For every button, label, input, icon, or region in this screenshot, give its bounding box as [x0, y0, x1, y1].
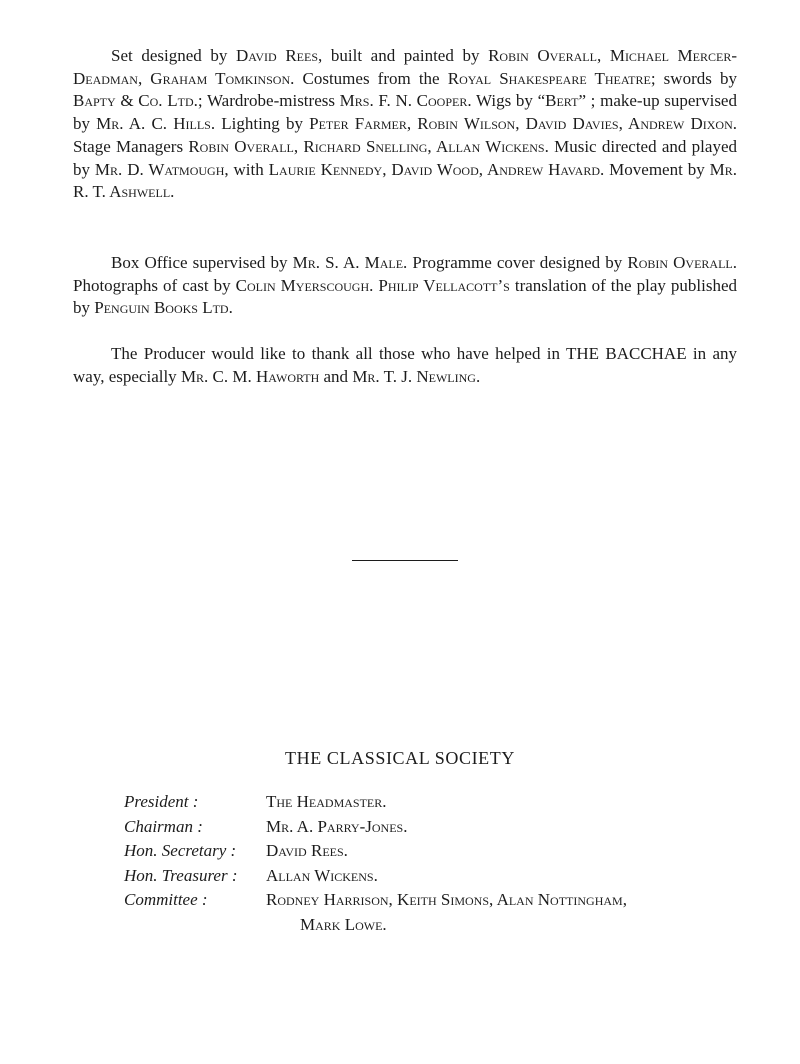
credit-text: Photographs of cast by — [73, 275, 236, 295]
credit-name: Mrs. F. N. Cooper. — [339, 91, 472, 111]
credit-text: , built and painted by — [318, 46, 489, 65]
credit-name: Mr. A. C. Hills. — [96, 114, 216, 134]
credit-text: Lighting by — [215, 114, 310, 134]
credit-name: David Rees — [236, 46, 319, 65]
credit-text: Movement by — [604, 159, 710, 179]
credit-text: The Producer would like to thank all those who have helped in THE BACCHAE in any way, especially — [73, 344, 737, 386]
credit-name: Peter Farmer, Robin Wilson, David Davies, Andrew Dixon. — [309, 114, 738, 134]
committee-names-continued: Mark Lowe. — [300, 914, 387, 934]
credit-name: Philip Vellacott’s — [378, 275, 510, 295]
credit-text: Music directed and played by — [73, 136, 737, 179]
credit-text: ” ; make-up supervised by — [73, 91, 737, 134]
officer-name: David Rees. — [266, 841, 348, 860]
society-title: THE CLASSICAL SOCIETY — [285, 748, 515, 768]
credit-text: Set designed by — [111, 46, 236, 65]
credit-text: Wigs by “ — [471, 91, 546, 111]
credit-text: translation of the play published by — [73, 275, 737, 318]
credit-name: Bert — [545, 91, 579, 111]
credit-name: Robin Overall, Richard Snelling, Allan Wickens. — [188, 136, 549, 156]
officer-name — [266, 888, 764, 937]
credit-name: Mr. S. A. Male. — [292, 253, 408, 272]
credit-text: ; Wardrobe-mistress — [197, 91, 340, 111]
committee-names: Rodney Harrison, Keith Simons, Alan Nottingham, — [266, 890, 627, 909]
credit-name: Robin Overall. — [627, 253, 738, 272]
officer-role: President : — [124, 792, 199, 811]
officer-row — [124, 839, 764, 864]
box-office-credits-paragraph — [73, 252, 737, 320]
credit-name: Mr. D. Watmough, — [94, 159, 229, 179]
credit-text: Stage Managers — [73, 136, 189, 156]
credit-name: Mr. C. M. Haworth — [180, 366, 320, 386]
credit-text: ; swords by — [650, 68, 737, 88]
credit-text: Box Office supervised by — [111, 253, 293, 272]
credit-name: Bapty & Co. Ltd. — [73, 91, 198, 111]
credit-name: Mr. T. J. Newling. — [352, 366, 481, 386]
officer-role: Hon. Secretary : — [124, 841, 237, 860]
credit-name: Royal Shakespeare Theatre — [447, 68, 651, 88]
credit-name: Mr. R. T. Ashwell. — [73, 159, 738, 202]
credit-text: and — [319, 366, 353, 386]
credit-text: with — [228, 159, 269, 179]
officer-role: Chairman : — [124, 816, 203, 836]
production-credits-paragraph — [73, 45, 737, 204]
officer-name: Mr. A. Parry-Jones. — [266, 816, 408, 836]
credit-name: Laurie Kennedy, David Wood, Andrew Havard. — [268, 159, 605, 179]
officer-name: The Headmaster. — [266, 792, 387, 811]
credit-text: Programme cover designed by — [407, 253, 628, 272]
officer-role: Committee : — [124, 890, 208, 909]
credit-name: Colin Myerscough. — [235, 275, 374, 295]
officer-name: Allan Wickens. — [266, 865, 378, 885]
officers-list — [124, 790, 764, 937]
officer-row — [124, 864, 764, 889]
officer-role: Hon. Treasurer : — [124, 865, 238, 885]
acknowledgements-paragraph — [73, 343, 737, 388]
credit-name: Robin Overall, Michael Mercer-Deadman, Graham Tomkinson. — [73, 46, 737, 88]
officer-row — [124, 888, 764, 937]
officer-row — [124, 790, 764, 815]
section-divider — [352, 560, 458, 561]
officer-row — [124, 815, 764, 840]
credit-text: Costumes from the — [294, 68, 448, 88]
credit-name: Penguin Books Ltd. — [94, 298, 233, 318]
